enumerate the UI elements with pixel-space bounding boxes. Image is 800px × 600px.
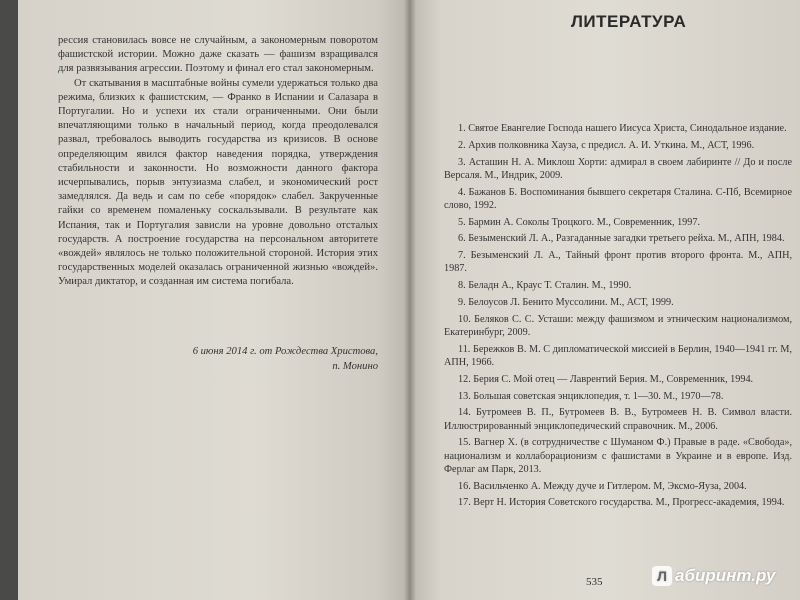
reference-item: 6. Безыменский Л. А., Разгаданные загадки третьего рейха. М., АПН, 1984. xyxy=(458,233,785,245)
reference-item: 14. Бутромеев В. П., Бутромеев В. В., Бутромеев Н. В. Символ власти. Иллюстрированный энциклопедический справочник. М., 2006. xyxy=(444,407,792,432)
page-number: 535 xyxy=(586,576,603,588)
paragraph: От скатывания в масштабные войны сумели удержаться только два режима, близких к фашистским, — Франко в Испании и Салазара в Португалии. Но и успехи их стали ограниченными. Они были впечатляющими только в начальный период, когда преодолевался развал, требовалось выводить государства из кризисов. В основе определяющим явился фактор наведения порядка, утверждения стабильности и законности. Но возможности данного фактора исчерпывались, порыв энтузиазма слабел, и экономический рост замедлялся. Да ведь и сам по себе «порядок» слабел. Закрученные гайки со временем помаленьку соскальзывали. В результате как Испания, так и Португалия зависли на уровне довольно отсталых государств. А построение государства на персональном авторитете «вождей» являлось не только положительной стороной. История этих государственных моделей оказалась ограниченной жизнью «вождей». Умирал диктатор, и созданная им система погибала. xyxy=(58,77,378,288)
signature-date: 6 июня 2014 г. от Рождества Христова, xyxy=(192,346,378,357)
left-page-text xyxy=(58,34,378,290)
signature xyxy=(138,344,378,374)
reference-item: 13. Большая советская энциклопедия, т. 1—30. М., 1970—78. xyxy=(458,390,724,402)
labirint-logo-icon: Л xyxy=(652,566,672,586)
reference-item: 4. Бажанов Б. Воспоминания бывшего секретаря Сталина. С-Пб, Всемирное слово, 1992. xyxy=(444,186,792,211)
reference-item: 3. Асташин Н. А. Миклош Хорти: адмирал в своем лабиринте // До и после Версаля. М., Индрик, 2009. xyxy=(444,156,792,181)
reference-item: 17. Верт Н. История Советского государства. М., Прогресс-академия, 1994. xyxy=(458,497,785,509)
reference-item: 15. Вагнер Х. (в сотрудничестве с Шуманом Ф.) Правые в раде. «Свобода», национализм и коллаборационизм с фашистами в Украине и в европе. Изд. Ферлаг ам Парк, 2013. xyxy=(444,437,792,475)
watermark-text: абиринт.ру xyxy=(675,566,776,585)
paragraph: рессия становилась вовсе не случайным, а закономерным поворотом фашистской истории. Можно даже сказать — фашизм взращивался для развязывания агрессии. Поэтому и финал его стал закономерным. xyxy=(58,35,378,75)
reference-item: 2. Архив полковника Хауза, с предисл. А. И. Уткина. М., АСТ, 1996. xyxy=(458,139,755,151)
reference-item: 16. Васильченко А. Между дуче и Гитлером. М, Эксмо-Яуза, 2004. xyxy=(458,480,747,492)
reference-item: 9. Белоусов Л. Бенито Муссолини. М., АСТ, 1999. xyxy=(458,296,674,308)
reference-item: 12. Берия С. Мой отец — Лаврентий Берия. М., Современник, 1994. xyxy=(458,373,754,385)
right-page xyxy=(410,0,800,600)
left-page xyxy=(18,0,410,600)
reference-item: 1. Святое Евангелие Господа нашего Иисуса Христа, Синодальное издание. xyxy=(458,123,787,134)
reference-list xyxy=(444,122,792,513)
open-book xyxy=(18,0,800,600)
reference-item: 11. Бережков В. М. С дипломатической миссией в Берлин, 1940—1941 гг. М, АПН, 1966. xyxy=(444,343,792,368)
reference-item: 10. Беляков С. С. Усташи: между фашизмом и этническим национализмом, Екатеринбург, 2009. xyxy=(444,313,792,338)
labirint-watermark xyxy=(652,566,775,586)
reference-item: 7. Безыменский Л. А., Тайный фронт против второго фронта. М., АПН, 1987. xyxy=(444,250,792,275)
reference-item: 5. Бармин А. Соколы Троцкого. М., Современник, 1997. xyxy=(458,216,701,228)
reference-item: 8. Беладн А., Краус Т. Сталин. М., 1990. xyxy=(458,280,632,292)
signature-place: п. Монино xyxy=(332,361,378,372)
book-gutter xyxy=(404,0,416,600)
page-heading: ЛИТЕРАТУРА xyxy=(571,12,687,31)
